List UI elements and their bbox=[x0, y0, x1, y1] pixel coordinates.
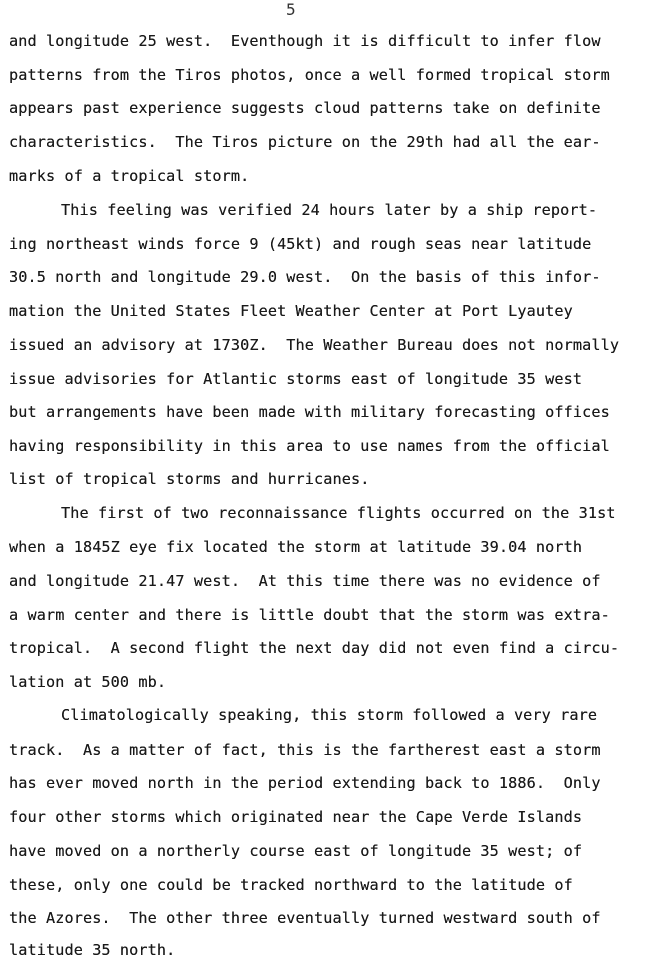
text-line: four other storms which originated near the Cape Verde Islands bbox=[9, 808, 583, 826]
paragraph-start-line: The first of two reconnaissance flights occurred on the 31st bbox=[61, 504, 616, 522]
text-line: when a 1845Z eye fix located the storm at latitude 39.04 north bbox=[9, 538, 583, 556]
text-line: the Azores. The other three eventually turned westward south of bbox=[9, 909, 601, 927]
text-line: marks of a tropical storm. bbox=[9, 167, 250, 185]
text-line: has ever moved north in the period extending back to 1886. Only bbox=[9, 774, 601, 792]
page-number: 5 bbox=[286, 0, 296, 19]
text-line: ing northeast winds force 9 (45kt) and rough seas near latitude bbox=[9, 235, 592, 253]
text-line: have moved on a northerly course east of longitude 35 west; of bbox=[9, 842, 583, 860]
text-line: lation at 500 mb. bbox=[9, 673, 167, 691]
text-line: and longitude 25 west. Eventhough it is difficult to infer flow bbox=[9, 32, 601, 50]
text-line: mation the United States Fleet Weather Center at Port Lyautey bbox=[9, 302, 573, 320]
text-line: issue advisories for Atlantic storms east of longitude 35 west bbox=[9, 370, 583, 388]
paragraph-start-line: This feeling was verified 24 hours later by a ship report- bbox=[61, 201, 598, 219]
text-line: a warm center and there is little doubt that the storm was extra- bbox=[9, 606, 610, 624]
paragraph-start-line: Climatologically speaking, this storm followed a very rare bbox=[61, 706, 598, 724]
text-line: and longitude 21.47 west. At this time there was no evidence of bbox=[9, 572, 601, 590]
text-line: but arrangements have been made with military forecasting offices bbox=[9, 403, 610, 421]
text-line: list of tropical storms and hurricanes. bbox=[9, 470, 370, 488]
text-line: tropical. A second flight the next day did not even find a circu- bbox=[9, 639, 620, 657]
text-line: issued an advisory at 1730Z. The Weather Bureau does not normally bbox=[9, 336, 620, 354]
text-line: 30.5 north and longitude 29.0 west. On the basis of this infor- bbox=[9, 268, 601, 286]
text-line: having responsibility in this area to use names from the official bbox=[9, 437, 610, 455]
text-line: track. As a matter of fact, this is the fartherest east a storm bbox=[9, 741, 601, 759]
text-line: these, only one could be tracked northward to the latitude of bbox=[9, 876, 573, 894]
text-line: appears past experience suggests cloud patterns take on definite bbox=[9, 99, 601, 117]
text-line: patterns from the Tiros photos, once a well formed tropical storm bbox=[9, 66, 610, 84]
text-line: latitude 35 north. bbox=[9, 941, 176, 959]
text-line: characteristics. The Tiros picture on the 29th had all the ear- bbox=[9, 133, 601, 151]
